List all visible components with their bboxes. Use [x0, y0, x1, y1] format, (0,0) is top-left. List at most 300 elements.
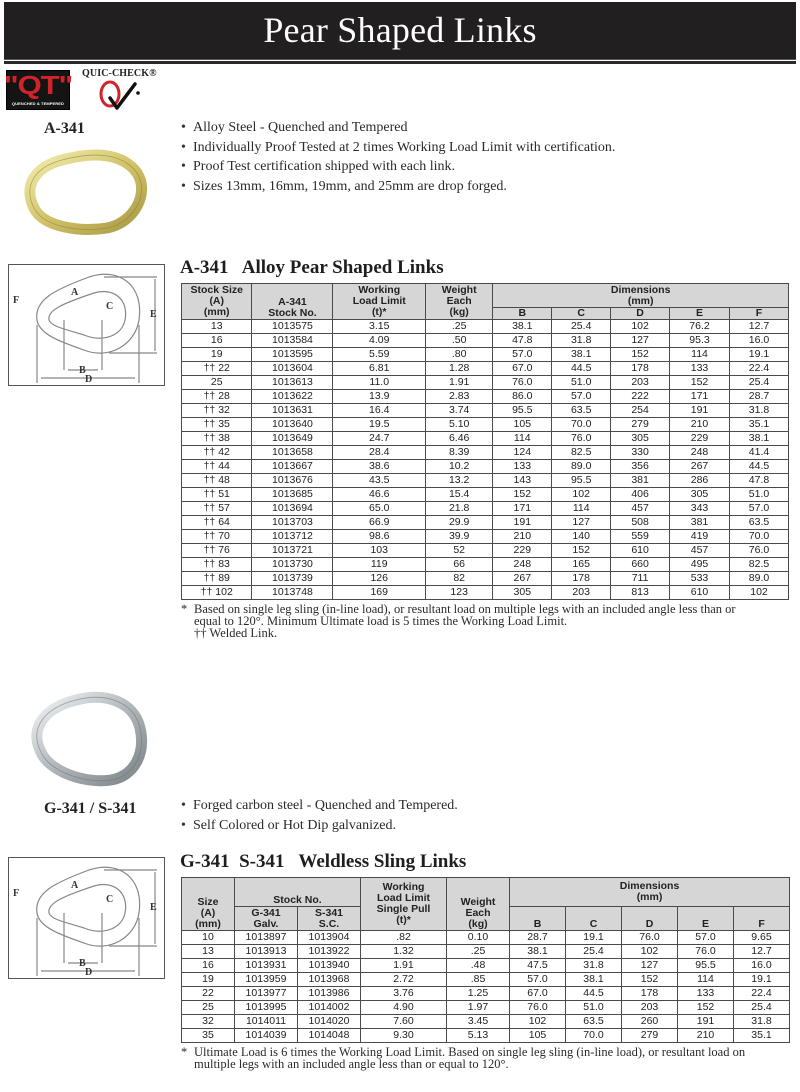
table-cell: 1013959	[235, 973, 298, 987]
table-cell: 102	[622, 945, 678, 959]
table-cell: 1013968	[298, 973, 361, 987]
table-cell: 11.0	[333, 376, 426, 390]
table-cell: 51.0	[566, 1001, 622, 1015]
table-cell: 1013940	[298, 959, 361, 973]
g341-table-title: G-341 S-341 Weldless Sling Links	[180, 851, 467, 872]
table-cell: 25.4	[730, 376, 789, 390]
table-cell: 2.83	[426, 390, 493, 404]
diagram-label-a: A	[71, 287, 79, 298]
table-cell: 305	[493, 586, 552, 600]
table-cell: 114	[493, 432, 552, 446]
table-cell: †† 51	[182, 488, 252, 502]
table-row	[182, 460, 789, 474]
table-row	[182, 390, 789, 404]
table-cell: 66	[426, 558, 493, 572]
table-cell: 102	[730, 586, 789, 600]
table-row	[182, 432, 789, 446]
table-cell: 1014039	[235, 1029, 298, 1043]
table-cell: 39.9	[426, 530, 493, 544]
header-stock-no	[252, 284, 333, 320]
table-cell: 1.91	[361, 959, 447, 973]
table-cell: 57.0	[678, 931, 734, 945]
table-cell: 105	[510, 1029, 566, 1043]
table-cell: 143	[493, 474, 552, 488]
page-title: Pear Shaped Links	[263, 10, 537, 50]
table-cell: 38.1	[510, 945, 566, 959]
table-cell: 29.9	[426, 516, 493, 530]
header-weight	[426, 284, 493, 320]
table-cell: .25	[447, 945, 510, 959]
header-dim-e: E	[678, 907, 734, 931]
table-cell: 4.09	[333, 334, 426, 348]
table-cell: 3.15	[333, 320, 426, 334]
table-cell: 13	[182, 320, 252, 334]
table-cell: 12.7	[734, 945, 790, 959]
header-dimensions	[510, 878, 790, 907]
header-line: Size	[197, 896, 219, 908]
table-row	[182, 474, 789, 488]
table-cell: 1.25	[447, 987, 510, 1001]
header-stock-size	[182, 284, 252, 320]
table-cell: 495	[670, 558, 730, 572]
table-cell: 3.76	[361, 987, 447, 1001]
header-line: Load Limit	[376, 892, 431, 904]
table-cell: †† 32	[182, 404, 252, 418]
table-cell: 457	[670, 544, 730, 558]
table-cell: 1013575	[252, 320, 333, 334]
table-cell: .80	[426, 348, 493, 362]
table-cell: 47.8	[493, 334, 552, 348]
table-cell: 44.5	[730, 460, 789, 474]
table-row	[182, 348, 789, 362]
table-row	[182, 544, 789, 558]
table-cell: 28.4	[333, 446, 426, 460]
a341-spec-table	[181, 283, 789, 600]
table-cell: 1.32	[361, 945, 447, 959]
table-cell: 1013897	[235, 931, 298, 945]
table-cell: 51.0	[552, 376, 611, 390]
header-line: G-341	[251, 906, 281, 919]
diagram-label-d: D	[85, 967, 93, 978]
diagram-label-c: C	[106, 301, 114, 312]
table-cell: 10	[182, 931, 235, 945]
table-cell: †† 89	[182, 572, 252, 586]
table-cell: .82	[361, 931, 447, 945]
table-cell: 70.0	[566, 1029, 622, 1043]
table-cell: 1013904	[298, 931, 361, 945]
header-line: Load Limit	[352, 295, 406, 307]
table-cell: 330	[611, 446, 670, 460]
header-line: Weight	[441, 284, 477, 296]
table-cell: 1013739	[252, 572, 333, 586]
table-cell: 171	[493, 502, 552, 516]
header-line: A-341	[278, 296, 307, 308]
table-cell: 267	[670, 460, 730, 474]
footnote-star: *	[181, 602, 188, 616]
table-cell: 356	[611, 460, 670, 474]
header-dimensions	[493, 284, 789, 308]
table-cell: 254	[611, 404, 670, 418]
table-cell: 133	[670, 362, 730, 376]
table-cell: 1013913	[235, 945, 298, 959]
table-cell: 178	[611, 362, 670, 376]
table-row	[182, 558, 789, 572]
table-row	[182, 1015, 790, 1029]
table-cell: 1013703	[252, 516, 333, 530]
table-cell: 508	[611, 516, 670, 530]
table-cell: †† 22	[182, 362, 252, 376]
table-cell: †† 48	[182, 474, 252, 488]
diagram-label-a: A	[71, 880, 79, 891]
g341-product-photo	[26, 688, 150, 788]
table-cell: 38.1	[730, 432, 789, 446]
table-row	[182, 987, 790, 1001]
header-dim-f: F	[734, 907, 790, 931]
header-s341-sc	[298, 907, 361, 931]
table-cell: 660	[611, 558, 670, 572]
table-cell: †† 83	[182, 558, 252, 572]
table-cell: 381	[670, 516, 730, 530]
table-cell: 63.5	[552, 404, 611, 418]
table-cell: 22	[182, 987, 235, 1001]
header-stock-no: Stock No.	[235, 878, 361, 907]
diagram-label-b: B	[79, 958, 86, 969]
table-cell: .50	[426, 334, 493, 348]
table-row	[182, 488, 789, 502]
table-cell: 133	[493, 460, 552, 474]
header-line: Galv.	[253, 917, 279, 930]
table-cell: 229	[670, 432, 730, 446]
table-row	[182, 973, 790, 987]
table-cell: 51.0	[730, 488, 789, 502]
header-line: (A)	[209, 295, 225, 307]
a341-table-title: A-341 Alloy Pear Shaped Links	[180, 257, 444, 278]
table-row	[182, 446, 789, 460]
table-cell: 4.90	[361, 1001, 447, 1015]
table-cell: 19.1	[734, 973, 790, 987]
table-cell: 1013748	[252, 586, 333, 600]
table-cell: 305	[611, 432, 670, 446]
footnote-line: Based on single leg sling (in-line load), or resultant load on multiple legs with an included angle less than or	[194, 602, 736, 616]
table-cell: 38.1	[493, 320, 552, 334]
header-dim-f: F	[730, 308, 789, 320]
table-cell: 43.5	[333, 474, 426, 488]
table-cell: 1.97	[447, 1001, 510, 1015]
table-cell: 41.4	[730, 446, 789, 460]
table-cell: 76.0	[552, 432, 611, 446]
table-cell: 22.4	[734, 987, 790, 1001]
table-cell: 76.2	[670, 320, 730, 334]
title-divider	[4, 61, 796, 64]
table-cell: 25.4	[734, 1001, 790, 1015]
table-cell: 711	[611, 572, 670, 586]
table-cell: 65.0	[333, 502, 426, 516]
table-cell: 267	[493, 572, 552, 586]
header-dim-c: C	[566, 907, 622, 931]
table-row	[182, 530, 789, 544]
diagram-label-f: F	[13, 295, 20, 306]
table-cell: 76.0	[730, 544, 789, 558]
table-cell: 1.28	[426, 362, 493, 376]
table-cell: 102	[611, 320, 670, 334]
a341-feature-item: • Alloy Steel - Quenched and Tempered	[181, 118, 615, 138]
diagram-label-e: E	[150, 902, 157, 913]
table-cell: 165	[552, 558, 611, 572]
a341-feature-item: • Proof Test certification shipped with each link.	[181, 157, 615, 177]
g341-spec-table	[181, 877, 790, 1043]
table-cell: 169	[333, 586, 426, 600]
table-cell: †† 35	[182, 418, 252, 432]
header-line: Weight	[460, 896, 496, 908]
table-cell: 127	[552, 516, 611, 530]
table-cell: 1013667	[252, 460, 333, 474]
table-cell: 95.3	[670, 334, 730, 348]
table-cell: 191	[670, 404, 730, 418]
header-line: Single Pull	[376, 903, 431, 915]
table-cell: †† 102	[182, 586, 252, 600]
diagram-label-d: D	[85, 374, 93, 385]
table-cell: 16.0	[730, 334, 789, 348]
header-line: (t)*	[396, 914, 411, 926]
table-cell: 1.91	[426, 376, 493, 390]
table-cell: †† 38	[182, 432, 252, 446]
table-cell: †† 70	[182, 530, 252, 544]
g341-model-label: G-341 / S-341	[44, 800, 137, 817]
table-cell: 559	[611, 530, 670, 544]
table-cell: 381	[611, 474, 670, 488]
table-cell: 1013995	[235, 1001, 298, 1015]
a341-footnote	[181, 603, 736, 639]
table-cell: 248	[670, 446, 730, 460]
table-cell: 19.1	[730, 348, 789, 362]
header-line: (A)	[200, 907, 216, 919]
table-cell: 31.8	[730, 404, 789, 418]
footnote-line: multiple legs with an included angle less than or equal to 120°.	[194, 1057, 509, 1071]
table-cell: 123	[426, 586, 493, 600]
table-cell: 25.4	[566, 945, 622, 959]
table-cell: 1013986	[298, 987, 361, 1001]
table-cell: 5.13	[447, 1029, 510, 1043]
table-cell: 1013712	[252, 530, 333, 544]
table-row	[182, 959, 790, 973]
table-cell: 76.0	[510, 1001, 566, 1015]
table-row	[182, 516, 789, 530]
table-cell: 178	[622, 987, 678, 1001]
table-cell: 3.45	[447, 1015, 510, 1029]
qt-logo-text: "QT"	[3, 70, 73, 100]
table-cell: 19.5	[333, 418, 426, 432]
table-cell: 15.4	[426, 488, 493, 502]
table-cell: 25	[182, 1001, 235, 1015]
header-line: Each	[446, 295, 472, 307]
header-dim-d: D	[611, 308, 670, 320]
g341-feature-list	[181, 796, 458, 835]
quic-check-mark-icon	[98, 79, 142, 111]
header-size	[182, 878, 235, 931]
table-cell: 178	[552, 572, 611, 586]
table-cell: 57.0	[493, 348, 552, 362]
table-cell: 1013649	[252, 432, 333, 446]
table-cell: 0.10	[447, 931, 510, 945]
table-cell: 57.0	[510, 973, 566, 987]
footnote-line: Ultimate Load is 6 times the Working Load Limit. Based on single leg sling (in-line load), or resultant load on	[194, 1045, 746, 1059]
table-cell: 127	[622, 959, 678, 973]
table-cell: 31.8	[566, 959, 622, 973]
table-cell: 89.0	[730, 572, 789, 586]
table-cell: 52	[426, 544, 493, 558]
table-row	[182, 1001, 790, 1015]
table-cell: 1014002	[298, 1001, 361, 1015]
table-cell: †† 57	[182, 502, 252, 516]
table-cell: 10.2	[426, 460, 493, 474]
table-cell: 19	[182, 348, 252, 362]
table-cell: 16.0	[734, 959, 790, 973]
table-cell: 95.5	[552, 474, 611, 488]
table-cell: 9.65	[734, 931, 790, 945]
table-cell: 47.5	[510, 959, 566, 973]
table-row	[182, 931, 790, 945]
table-cell: 1013658	[252, 446, 333, 460]
table-cell: 1014020	[298, 1015, 361, 1029]
table-row	[182, 1029, 790, 1043]
a341-dimension-diagram	[8, 264, 165, 386]
a341-feature-item: • Individually Proof Tested at 2 times Working Load Limit with certification.	[181, 138, 615, 158]
table-cell: 210	[493, 530, 552, 544]
g341-feature-item: • Self Colored or Hot Dip galvanized.	[181, 816, 458, 836]
a341-feature-item: • Sizes 13mm, 16mm, 19mm, and 25mm are drop forged.	[181, 177, 615, 197]
table-cell: 38.6	[333, 460, 426, 474]
quic-check-logo-text: QUIC-CHECK®	[82, 68, 157, 79]
table-cell: 86.0	[493, 390, 552, 404]
table-cell: 1013931	[235, 959, 298, 973]
table-cell: 76.0	[622, 931, 678, 945]
table-cell: 102	[552, 488, 611, 502]
footnote-line: equal to 120°. Minimum Ultimate load is 5 times the Working Load Limit.	[194, 614, 568, 628]
table-cell: 1013922	[298, 945, 361, 959]
table-cell: 13.2	[426, 474, 493, 488]
table-cell: 12.7	[730, 320, 789, 334]
table-row	[182, 362, 789, 376]
table-cell: 140	[552, 530, 611, 544]
header-dim-c: C	[552, 308, 611, 320]
table-cell: 210	[678, 1029, 734, 1043]
table-cell: 171	[670, 390, 730, 404]
table-cell: 95.5	[493, 404, 552, 418]
table-cell: 35.1	[734, 1029, 790, 1043]
table-cell: 813	[611, 586, 670, 600]
table-cell: 70.0	[552, 418, 611, 432]
header-line: Stock No.	[268, 307, 317, 319]
table-cell: 35.1	[730, 418, 789, 432]
header-line: Dimensions	[610, 283, 671, 296]
table-cell: 260	[622, 1015, 678, 1029]
table-cell: 28.7	[510, 931, 566, 945]
header-line: Dimensions	[619, 880, 680, 892]
table-cell: 16.4	[333, 404, 426, 418]
table-cell: 63.5	[730, 516, 789, 530]
table-cell: 1013721	[252, 544, 333, 558]
a341-table-body	[182, 320, 789, 600]
table-row	[182, 572, 789, 586]
table-cell: 1013685	[252, 488, 333, 502]
diagram-label-b: B	[79, 365, 86, 376]
table-cell: 126	[333, 572, 426, 586]
table-cell: 279	[611, 418, 670, 432]
table-cell: 7.60	[361, 1015, 447, 1029]
table-cell: 38.1	[566, 973, 622, 987]
table-cell: 152	[611, 348, 670, 362]
header-dim-b: B	[510, 907, 566, 931]
table-row	[182, 945, 790, 959]
diagram-label-c: C	[106, 894, 114, 905]
qt-logo	[3, 70, 73, 110]
table-cell: 66.9	[333, 516, 426, 530]
table-cell: 457	[611, 502, 670, 516]
table-cell: 610	[611, 544, 670, 558]
table-cell: 8.39	[426, 446, 493, 460]
table-cell: 98.6	[333, 530, 426, 544]
table-cell: 210	[670, 418, 730, 432]
header-line: S-341	[314, 906, 344, 919]
table-cell: 133	[678, 987, 734, 1001]
table-cell: 1013631	[252, 404, 333, 418]
header-g341-galv	[235, 907, 298, 931]
header-dim-d: D	[622, 907, 678, 931]
header-line: Working	[382, 881, 425, 893]
header-line: Each	[465, 907, 491, 919]
table-cell: 119	[333, 558, 426, 572]
table-row	[182, 320, 789, 334]
table-cell: 343	[670, 502, 730, 516]
g341-feature-item: • Forged carbon steel - Quenched and Tempered.	[181, 796, 458, 816]
table-cell: 114	[678, 973, 734, 987]
table-cell: .48	[447, 959, 510, 973]
table-cell: 191	[493, 516, 552, 530]
table-row	[182, 418, 789, 432]
footnote-star: *	[181, 1045, 188, 1059]
table-cell: 1013640	[252, 418, 333, 432]
table-cell: 105	[493, 418, 552, 432]
table-cell: 203	[622, 1001, 678, 1015]
table-cell: 31.8	[734, 1015, 790, 1029]
table-cell: 191	[678, 1015, 734, 1029]
diagram-label-e: E	[150, 309, 157, 320]
table-cell: 82.5	[552, 446, 611, 460]
table-cell: 286	[670, 474, 730, 488]
header-working-load-limit	[361, 878, 447, 931]
header-weight	[447, 878, 510, 931]
title-bar	[4, 2, 796, 60]
table-cell: 127	[611, 334, 670, 348]
table-cell: 6.46	[426, 432, 493, 446]
table-cell: 22.4	[730, 362, 789, 376]
table-row	[182, 586, 789, 600]
table-cell: 5.59	[333, 348, 426, 362]
header-dim-b: B	[493, 308, 552, 320]
g341-dimension-diagram	[8, 857, 165, 979]
table-cell: 31.8	[552, 334, 611, 348]
table-cell: 248	[493, 558, 552, 572]
table-cell: 9.30	[361, 1029, 447, 1043]
table-cell: 19	[182, 973, 235, 987]
table-cell: 1013622	[252, 390, 333, 404]
table-cell: 1013676	[252, 474, 333, 488]
table-cell: 533	[670, 572, 730, 586]
table-cell: 25	[182, 376, 252, 390]
table-cell: 124	[493, 446, 552, 460]
table-cell: 5.10	[426, 418, 493, 432]
table-cell: 103	[333, 544, 426, 558]
